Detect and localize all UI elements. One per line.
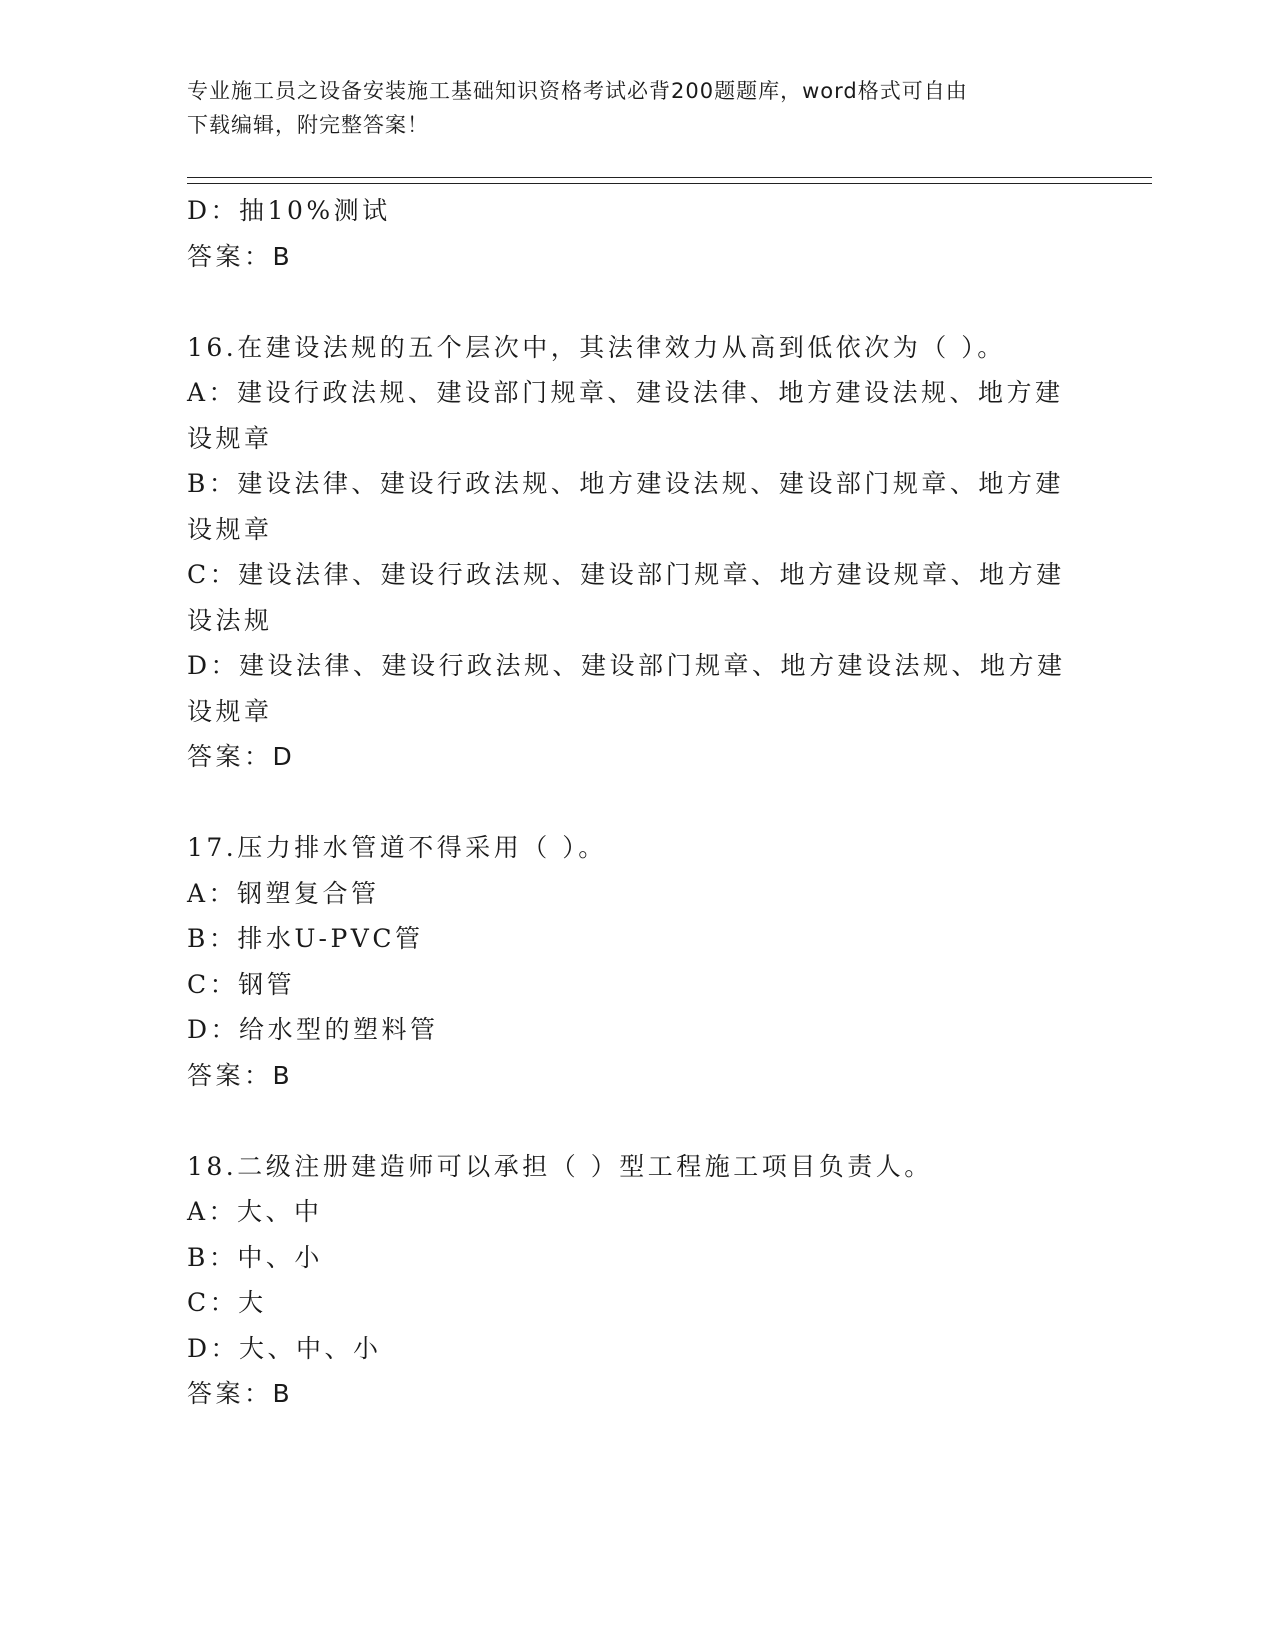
header-divider-top <box>187 177 1152 178</box>
option-continuation: 设规章 <box>187 514 273 544</box>
option-line: D：给水型的塑料管 <box>187 1015 439 1044</box>
option-line: B：排水U-PVC管 <box>187 924 424 953</box>
header-line-1: 专业施工员之设备安装施工基础知识资格考试必背200题题库，word格式可自由 <box>187 79 968 103</box>
option-line: C：大 <box>187 1288 267 1317</box>
header-divider-bottom <box>187 183 1152 184</box>
header-line-2: 下载编辑，附完整答案！ <box>187 113 429 137</box>
option-continuation: 设规章 <box>187 696 273 726</box>
option-line: A：大、中 <box>187 1197 323 1226</box>
question-list <box>187 279 1077 1417</box>
option-continuation: 设规章 <box>187 423 273 453</box>
document-body <box>187 188 1077 1417</box>
question-stem: 17.压力排水管道不得采用（ ）。 <box>187 833 607 862</box>
document-header <box>187 74 1087 142</box>
option-line: C：建设法律、建设行政法规、建设部门规章、地方建设规章、地方建 <box>187 560 1065 589</box>
question-spacer <box>187 1098 1077 1144</box>
option-d: D：抽10%测试 <box>187 196 391 225</box>
question-stem: 18.二级注册建造师可以承担（ ）型工程施工项目负责人。 <box>187 1151 933 1181</box>
answer-line: 答案：B <box>187 241 294 271</box>
question-block <box>187 825 1077 1098</box>
question-spacer <box>187 780 1077 826</box>
option-line: C：钢管 <box>187 969 296 999</box>
option-continuation: 设法规 <box>187 605 273 635</box>
option-line: D：建设法律、建设行政法规、建设部门规章、地方建设法规、地方建 <box>187 651 1066 680</box>
option-line: A：建设行政法规、建设部门规章、建设法律、地方建设法规、地方建 <box>187 378 1064 407</box>
previous-question-tail <box>187 188 1077 279</box>
option-line: A：钢塑复合管 <box>187 878 380 908</box>
option-line: B：建设法律、建设行政法规、地方建设法规、建设部门规章、地方建 <box>187 469 1064 498</box>
question-block <box>187 1144 1077 1417</box>
question-spacer <box>187 279 1077 325</box>
question-block <box>187 325 1077 780</box>
question-stem: 16.在建设法规的五个层次中，其法律效力从高到低依次为（ ）。 <box>187 332 1006 362</box>
option-line: B：中、小 <box>187 1242 323 1272</box>
option-line: D：大、中、小 <box>187 1333 382 1363</box>
answer-line: 答案：B <box>187 1379 294 1408</box>
answer-line: 答案：B <box>187 1060 294 1090</box>
answer-line: 答案：D <box>187 742 296 771</box>
